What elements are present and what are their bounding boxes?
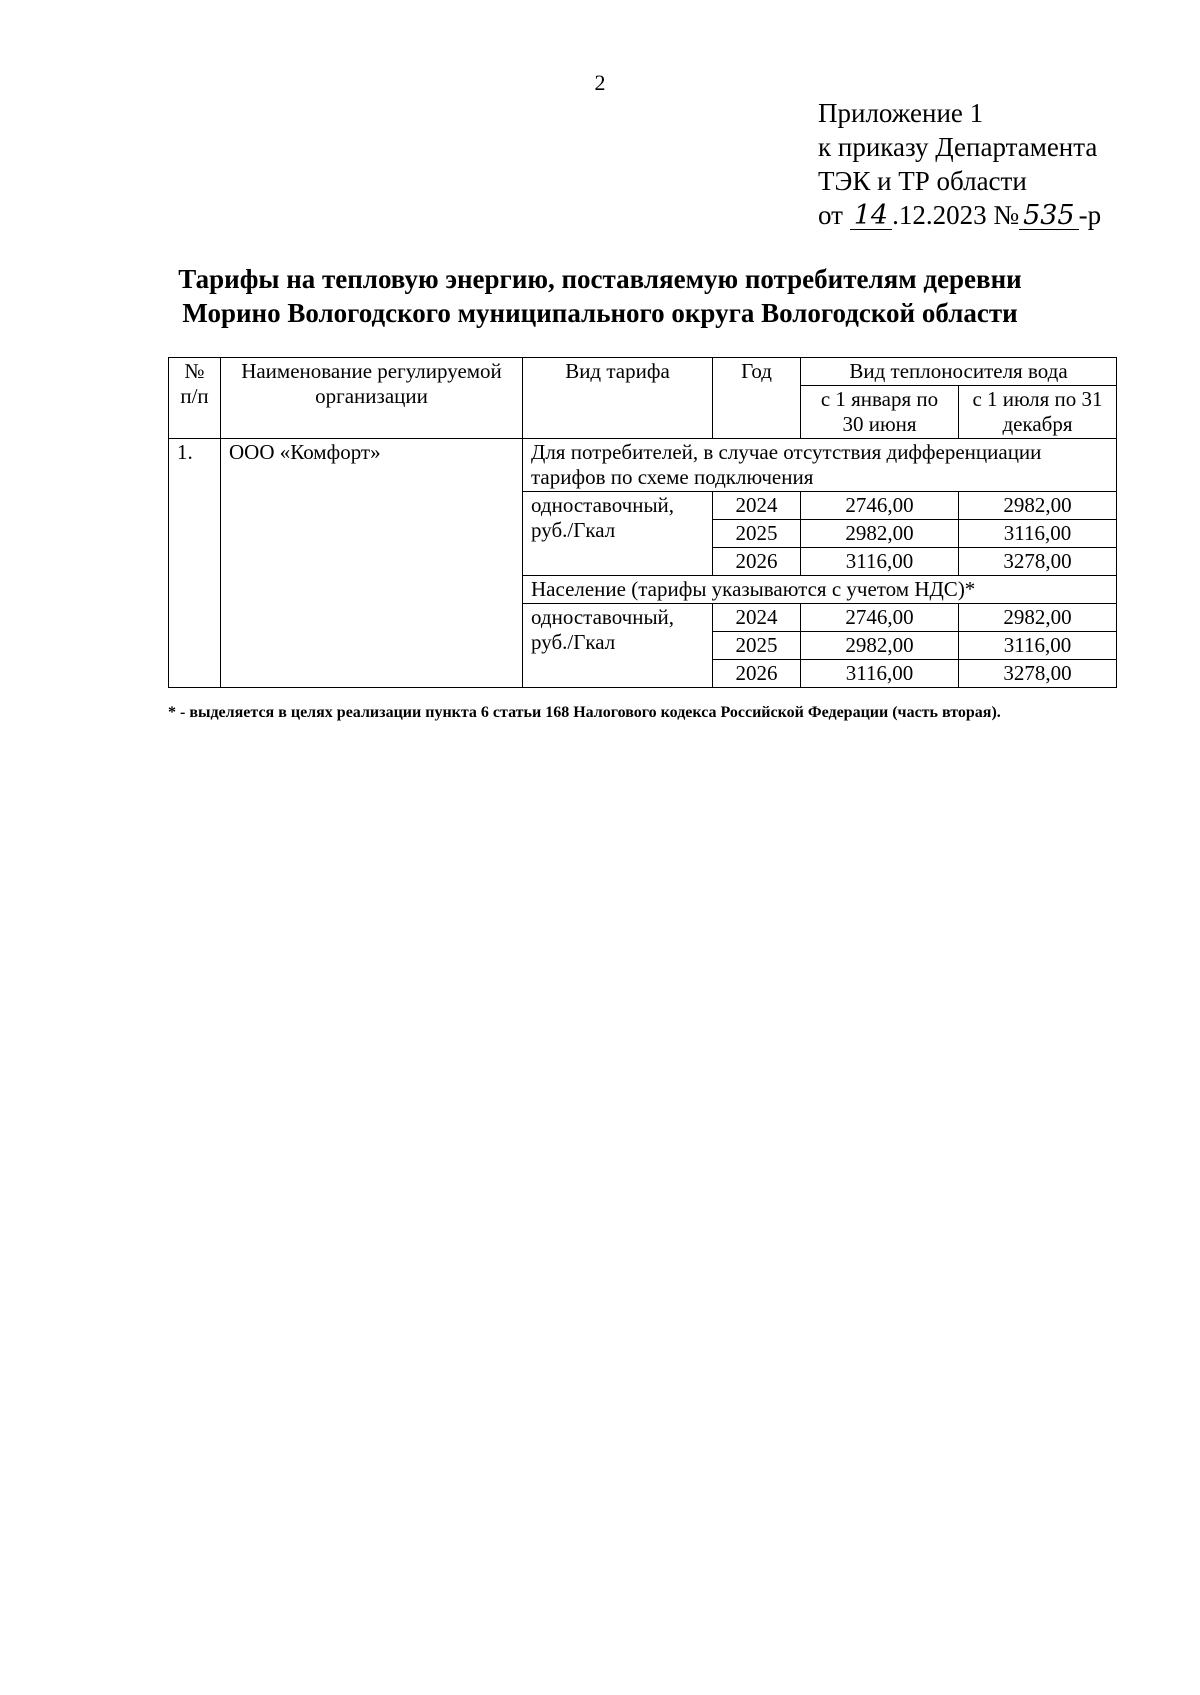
header-tariff-type: Вид тарифа: [523, 358, 713, 439]
header-period-1: с 1 января по 30 июня: [801, 386, 959, 439]
value-period-1: 2982,00: [801, 520, 959, 548]
number-suffix: -р: [1078, 200, 1102, 230]
appendix-block: [818, 96, 1101, 232]
value-period-2: 2982,00: [959, 492, 1117, 520]
handwritten-order-number: 535: [1019, 203, 1079, 230]
header-num: № п/п: [169, 358, 221, 439]
date-prefix: от: [818, 200, 843, 230]
year-cell: 2026: [713, 548, 801, 576]
page-number: 2: [594, 70, 606, 95]
year-cell: 2025: [713, 520, 801, 548]
group-caption-consumers: Для потребителей, в случае отсутствия дифференциации тарифов по схеме подключения: [523, 439, 1117, 492]
value-period-1: 2746,00: [801, 492, 959, 520]
year-cell: 2026: [713, 660, 801, 688]
organization-name: ООО «Комфорт»: [221, 439, 523, 688]
value-period-1: 2746,00: [801, 604, 959, 632]
value-period-2: 3278,00: [959, 660, 1117, 688]
header-organization: Наименование регулируемой организации: [221, 358, 523, 439]
tariff-type-cell: одноставочный, руб./Гкал: [523, 604, 713, 688]
appendix-date-line: [818, 198, 1101, 232]
handwritten-day: 14: [850, 203, 892, 230]
year-cell: 2025: [713, 632, 801, 660]
year-cell: 2024: [713, 604, 801, 632]
tariff-type-cell: одноставочный, руб./Гкал: [523, 492, 713, 576]
footnote: * - выделяется в целях реализации пункта 6 статьи 168 Налогового кодекса Российской Федерации (часть вторая).: [168, 704, 1001, 721]
row-number: 1.: [169, 439, 221, 688]
value-period-2: 2982,00: [959, 604, 1117, 632]
appendix-line-3: ТЭК и ТР области: [818, 166, 1027, 196]
value-period-1: 3116,00: [801, 548, 959, 576]
value-period-2: 3116,00: [959, 520, 1117, 548]
header-period-2: с 1 июля по 31 декабря: [959, 386, 1117, 439]
value-period-1: 3116,00: [801, 660, 959, 688]
year-cell: 2024: [713, 492, 801, 520]
date-rest: .12.2023 №: [892, 200, 1020, 230]
value-period-2: 3116,00: [959, 632, 1117, 660]
value-period-2: 3278,00: [959, 548, 1117, 576]
title-line-2: Морино Вологодского муниципального округа Вологодской области: [182, 298, 1018, 328]
title-line-1: Тарифы на тепловую энергию, поставляемую потребителям деревни: [178, 264, 1022, 294]
value-period-1: 2982,00: [801, 632, 959, 660]
group-caption-population: Население (тарифы указываются с учетом НДС)*: [523, 576, 1117, 604]
document-title: [100, 262, 1100, 330]
appendix-line-2: к приказу Департамента: [818, 132, 1098, 162]
tariff-table: [168, 357, 1117, 688]
header-heat-carrier: Вид теплоносителя вода: [801, 358, 1117, 386]
header-year: Год: [713, 358, 801, 439]
appendix-line-1: Приложение 1: [818, 98, 984, 128]
